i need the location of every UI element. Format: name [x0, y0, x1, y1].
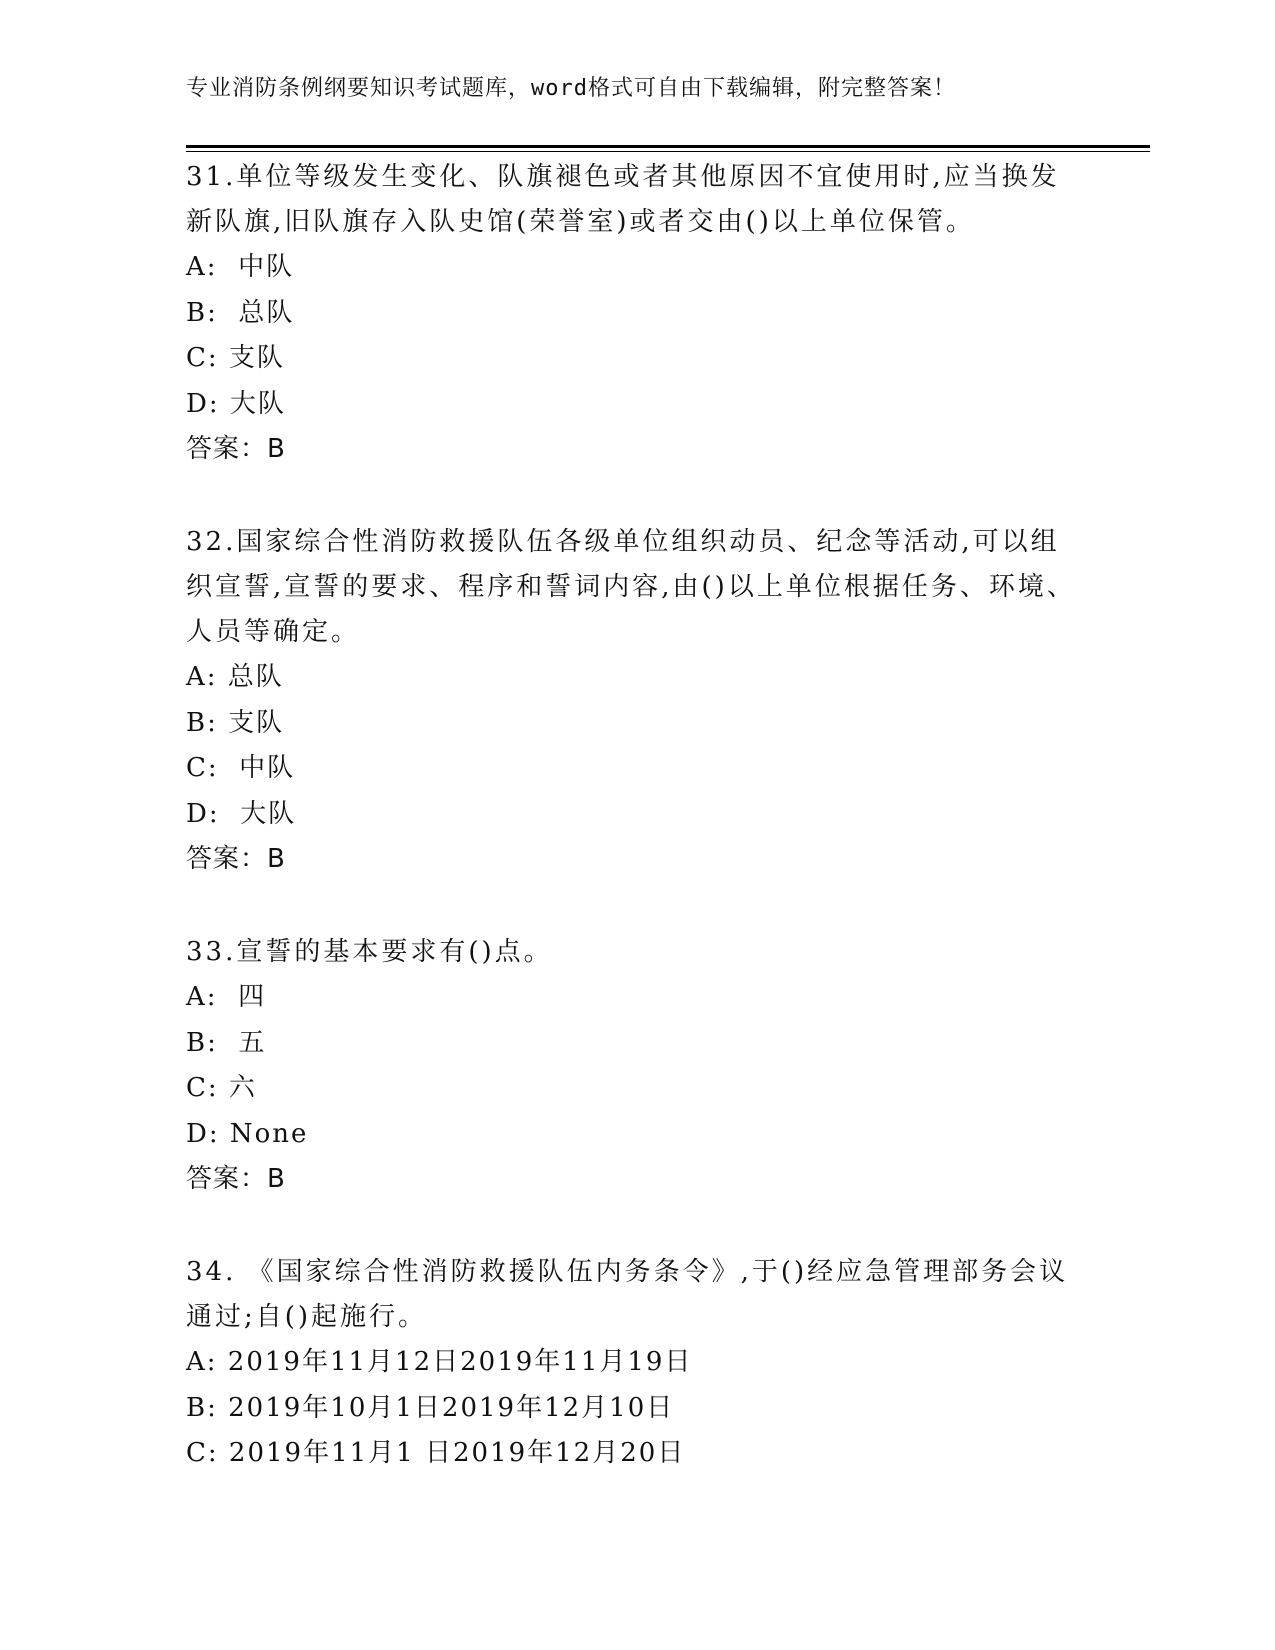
- option-c: C: 支队: [186, 343, 285, 373]
- question-list: [186, 155, 1086, 1477]
- answer-line: 答案：B: [186, 1164, 286, 1194]
- answer-line: 答案：B: [186, 844, 286, 874]
- option-d: D: None: [186, 1118, 309, 1149]
- header-rule-thin: [186, 151, 1150, 152]
- question-spacer: [186, 472, 1086, 520]
- question-stem: 32.国家综合性消防救援队伍各级单位组织动员、纪念等活动,可以组织宣誓,宣誓的要求、程序和誓词内容,由()以上单位根据任务、环境、人员等确定。: [186, 527, 1076, 647]
- option-a: A: 中队: [186, 252, 295, 282]
- option-d: D: 大队: [186, 798, 297, 829]
- option-a: A: 总队: [186, 662, 284, 692]
- question-spacer: [186, 882, 1086, 930]
- question-stem: 31.单位等级发生变化、队旗褪色或者其他原因不宜使用时,应当换发新队旗,旧队旗存入队史馆(荣誉室)或者交由()以上单位保管。: [186, 162, 1060, 237]
- option-b: B: 2019年10月1日2019年12月10日: [186, 1392, 675, 1423]
- question-stem: 33.宣誓的基本要求有()点。: [186, 937, 553, 967]
- header-rule: [186, 145, 1150, 148]
- option-d: D: 大队: [186, 388, 286, 419]
- option-c: C: 2019年11月1 日2019年12月20日: [186, 1438, 686, 1468]
- question-31: [186, 155, 1086, 472]
- page-header: 专业消防条例纲要知识考试题库，word格式可自由下载编辑，附完整答案！: [186, 76, 956, 101]
- question-spacer: [186, 1202, 1086, 1250]
- option-b: B: 五: [186, 1027, 267, 1058]
- answer-line: 答案：B: [186, 434, 286, 464]
- option-b: B: 总队: [186, 297, 295, 328]
- option-b: B: 支队: [186, 707, 285, 738]
- question-33: [186, 930, 1086, 1202]
- question-32: [186, 520, 1086, 882]
- question-34: [186, 1250, 1086, 1477]
- option-c: C: 六: [186, 1073, 257, 1103]
- option-c: C: 中队: [186, 753, 296, 783]
- question-stem: 34. 《国家综合性消防救援队伍内务条令》,于()经应急管理部务会议通过;自()起施行。: [186, 1257, 1069, 1332]
- option-a: A: 2019年11月12日2019年11月19日: [186, 1347, 693, 1377]
- option-a: A: 四: [186, 982, 267, 1012]
